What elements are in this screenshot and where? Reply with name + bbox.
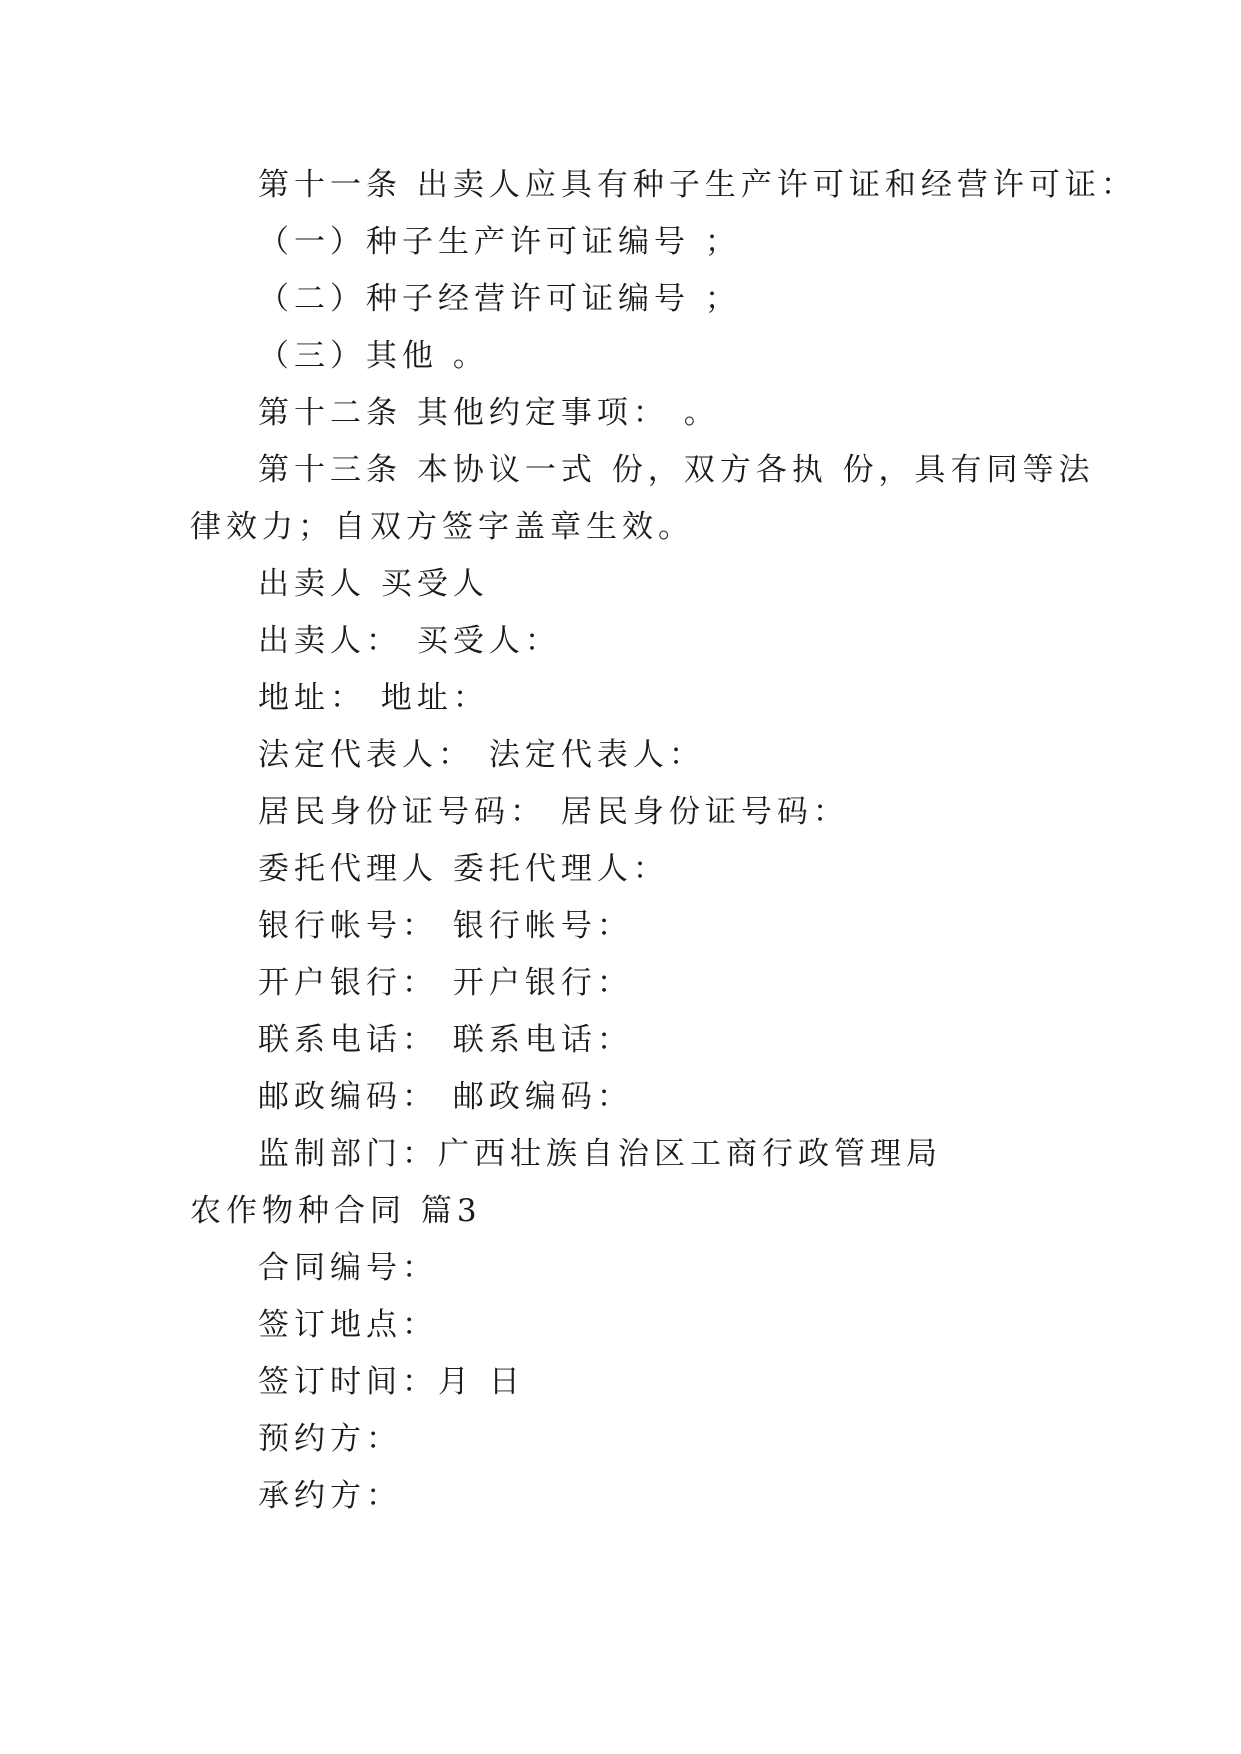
signing-date-field: 签订时间：月 日	[258, 1364, 525, 1400]
article-11-item-2: （二）种子经营许可证编号 ；	[258, 281, 741, 317]
article-11-heading: 第十一条 出卖人应具有种子生产许可证和经营许可证：	[258, 167, 1137, 203]
legal-representative-field: 法定代表人： 法定代表人：	[258, 737, 705, 773]
contracting-party-field: 承约方：	[258, 1478, 402, 1514]
bank-account-field: 银行帐号： 银行帐号：	[258, 908, 633, 944]
ordering-party-field: 预约方：	[258, 1421, 402, 1457]
seller-buyer-field: 出卖人： 买受人：	[258, 623, 561, 659]
signature-parties-header: 出卖人 买受人	[258, 566, 489, 602]
article-13-line-1: 第十三条 本协议一式 份，双方各执 份，具有同等法	[258, 452, 1095, 488]
article-11-item-1: （一）种子生产许可证编号 ；	[258, 224, 741, 260]
agent-field: 委托代理人 委托代理人：	[258, 851, 669, 887]
phone-field: 联系电话： 联系电话：	[258, 1022, 633, 1058]
article-11-item-3: （三）其他 。	[258, 338, 489, 374]
bank-name-field: 开户银行： 开户银行：	[258, 965, 633, 1001]
id-number-field: 居民身份证号码： 居民身份证号码：	[258, 794, 849, 830]
contract-number-field: 合同编号：	[258, 1250, 438, 1286]
signing-location-field: 签订地点：	[258, 1307, 438, 1343]
postal-code-field: 邮政编码： 邮政编码：	[258, 1079, 633, 1115]
article-12: 第十二条 其他约定事项： 。	[258, 395, 720, 431]
supervising-department: 监制部门：广西壮族自治区工商行政管理局	[258, 1136, 942, 1172]
article-13-line-2: 律效力；自双方签字盖章生效。	[190, 509, 694, 545]
section-title: 农作物种合同 篇3	[190, 1193, 482, 1229]
address-field: 地址： 地址：	[258, 680, 489, 716]
